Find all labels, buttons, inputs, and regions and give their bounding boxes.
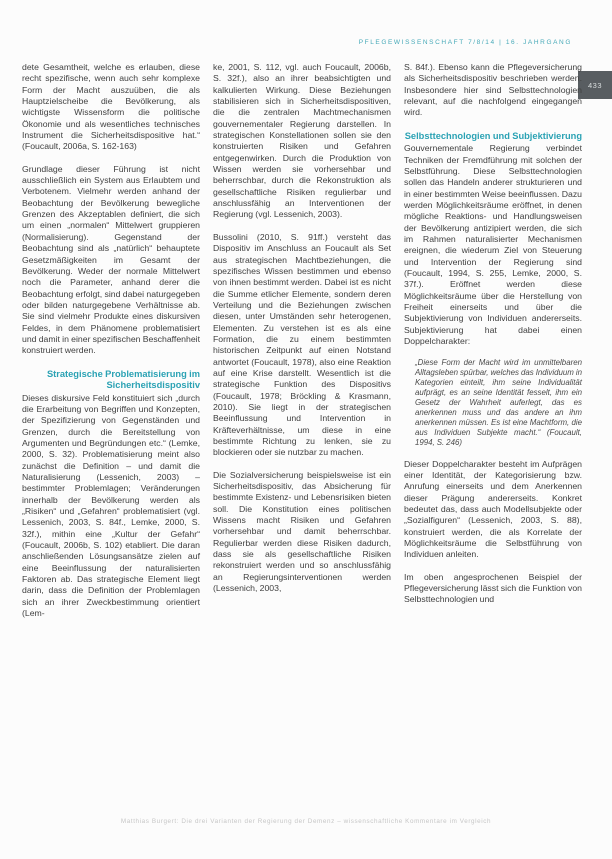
article-body — [22, 62, 582, 619]
paragraph: Die Sozialversicherung beispielsweise ist ein Sicherheitsdispositiv, das Absicherung für bestimmte Existenz- und Lebensrisiken bieten soll. Die Konstitution eines politischen Wissens macht Risiken und Gefahren vorhersehbar und damit beherrschbar. Regulierbar werden diese Risiken dadurch, dass sie als gesellschaftliche Risiken rekonstruiert werden und so anschlussfähig an Regierungsinterventionen werden (Lessenich, 2003, — [213, 469, 391, 594]
paragraph: Bussolini (2010, S. 91ff.) versteht das Dispositiv im Anschluss an Foucault als Set aus strategischen Machtbeziehungen, die spezifisches Wissen bestimmen und ebenso von ihnen bestimmt werden. Dabei ist es nicht die Summe etlicher Elemente, sondern deren Verteilung und die Beziehungen zwischen diesen, unter Umständen sehr heterogenen, Elementen. Zu verstehen ist es als eine Formation, die zu einem bestimmten historischen Zeitpunkt auf einen Notstand antwortet (Foucault, 1978), also eine Reaktion auf eine Krise darstellt. Wesentlich ist die strategische Funktion des Dispositivs (Foucault, 1978; Bröckling & Krasmann, 2010). Sie liegt in der strategischen Beeinflussung und Intervention in Kräfteverhältnisse, um diese in eine bestimmte Richtung zu lenken, sie zu blockieren oder sie nutzbar zu machen. — [213, 231, 391, 458]
journal-header: PFLEGEWISSENSCHAFT 7/8/14 | 16. JAHRGANG — [358, 39, 572, 46]
paragraph: ke, 2001, S. 112, vgl. auch Foucault, 2006b, S. 32f.), also an ihrer beabsichtigten und kalkulierten Wirkung. Diese Beziehungen stabilisieren sich in Sicherheitsdispositiven, die die zentralen Machtmechanismen gouvernementaler Regierung darstellen. In strategischen Konstellationen sollen sie den konstruierten Risiken und Gefahren entgegenwirken. Durch die Produktion von Wissen werden sie vorhersehbar und beherrschbar, durch die Rekonstruktion als gesellschaftliche Risiken regulierbar und anschlussfähig an Interventionen der Regierung (vgl. Lessenich, 2003). — [213, 62, 391, 220]
page-number-badge — [578, 71, 612, 99]
block-quote-foucault: „Diese Form der Macht wird im unmittelbaren Alltagsleben spürbar, welches das Individuum in Kategorien einteilt, ihm seine Individualität aufprägt, es an seine Identität fesselt, ihm ein Gesetz der Wahrheit auferlegt, das es anerkennen muss und das andere an ihm anerkennen müssen. Es ist eine Machtform, die aus Individuen Subjekte macht.“ (Foucault, 1994, S. 246) — [415, 358, 582, 447]
running-footer: Matthias Burgert: Die drei Varianten der Regierung der Demenz – wissenschaftliche Kommentare im Vergleich — [120, 818, 492, 825]
paragraph: Dieser Doppelcharakter besteht im Aufprägen einer Identität, der Kategorisierung bzw. Anrufung einerseits und dem Anerkennen dieser Prägung andererseits. Konkret bedeutet das, dass auch Modellsubjekte oder „Sozialfiguren“ (Lessenich, 2003, S. 88), konstruiert werden, die als Korrelate der Möglichkeitsräume die Selbstführung von Individuen anleiten. — [404, 458, 582, 560]
section-heading-selbsttechnologien: Selbsttechnologien und Subjektivierung — [404, 130, 582, 141]
column-left — [22, 62, 200, 619]
paragraph-quote-continuation: dete Gesamtheit, welche es erlauben, diese recht spezifische, wenn auch sehr komplexe Form der Macht auszuüben, die als Hauptzielscheibe die Bevölkerung, als wichtigste Wissensform die politische Ökonomie und als wesentliches technisches Instrument die Sicherheitsdispositive hat.“ (Foucault, 2006a, S. 162-163) — [22, 62, 200, 152]
paragraph: Grundlage dieser Führung ist nicht ausschließlich ein System aus Erlaubtem und Verbotenem. Vielmehr werden anhand der Beobachtung der Bevölkerung bewegliche Grenzen des Akzeptablen definiert, die sich um einen „normalen“ Mittelwert gruppieren (Normalisierung). Gegenstand der Beobachtung sind als „natürlich“ behauptete Gesetzmäßigkeiten im Gesamt der Bevölkerung. Weder der normale Mittelwert noch die Parameter, anhand derer die Beobachtung erfolgt, sind dabei naturgegeben oder bilden naturgegebene Verhältnisse ab. Sie sind vielmehr Produkte eines diskursiven Feldes, in dem Phänomene problematisiert und damit in einer spezifischen Beschaffenheit konstruiert werden. — [22, 163, 201, 356]
column-middle — [213, 62, 391, 619]
page-number: 433 — [587, 80, 602, 90]
paragraph: S. 84f.). Ebenso kann die Pflegeversicherung als Sicherheitsdispositiv beschrieben werden. Insbesondere hier sind Selbsttechnologien relevant, auf die nachfolgend eingegangen wird. — [404, 62, 582, 118]
paragraph: Im oben angesprochenen Beispiel der Pflegeversicherung lässt sich die Funktion von Selbsttechnologien und — [404, 571, 582, 605]
column-right — [404, 62, 582, 619]
paragraph: Dieses diskursive Feld konstituiert sich „durch die Erarbeitung von Begriffen und Konzepten, der Spezifizierung von Gegenständen und Grenzen, durch die Bereitstellung von Argumenten und Begründungen etc.“ (Lemke, 2000, S. 32). Problematisierung meint also zunächst die Definition – und damit die Naturalisierung (Lessenich, 2003) – bestimmter Problemlagen; Veränderungen innerhalb der Bevölkerung werden als „Risiken“ und „Gefahren“ problematisiert (vgl. Lessenich, 2003, S. 84f., Lemke, 2000, S. 32f.), mithin eine „Kultur der Gefahr“ (Foucault, 2006b, S. 102) etabliert. Die daran anschließenden Lösungsansätze zielen auf eine Beeinflussung der naturalisierten Faktoren ab. Das strategische Element liegt darin, dass die Definition der Problemlagen sich an ihrer Zweckbestimmung orientiert (Lem- — [22, 392, 200, 619]
paragraph: Gouvernementale Regierung verbindet Techniken der Fremdführung mit solchen der Selbstführung. Diese Selbsttechnologien sollen das Handeln anderer strukturieren und in einer bestimmten Weise beeinflussen. Dazu werden Möglichkeitsräume eröffnet, in denen mögliche Reaktions- und Handlungsweisen der Bevölkerung antizipiert werden, die sich im Rahmen naturalisierter Mechanismen ereignen, die wiederum Ziel von Steuerung und Intervention der Regierung sind (Foucault, 1994, S. 255, Lemke, 2000, S. 37f.). Eröffnet werden diese Möglichkeitsräume über die Herstellung von Freiheit einerseits und über die Subjektivierung von Individuen andererseits. Subjektivierung hat dabei einen Doppelcharakter: — [404, 143, 582, 347]
section-heading-strategische-problematisierung: Strategische Problematisierung im Sicherheitsdispositiv — [46, 368, 200, 391]
